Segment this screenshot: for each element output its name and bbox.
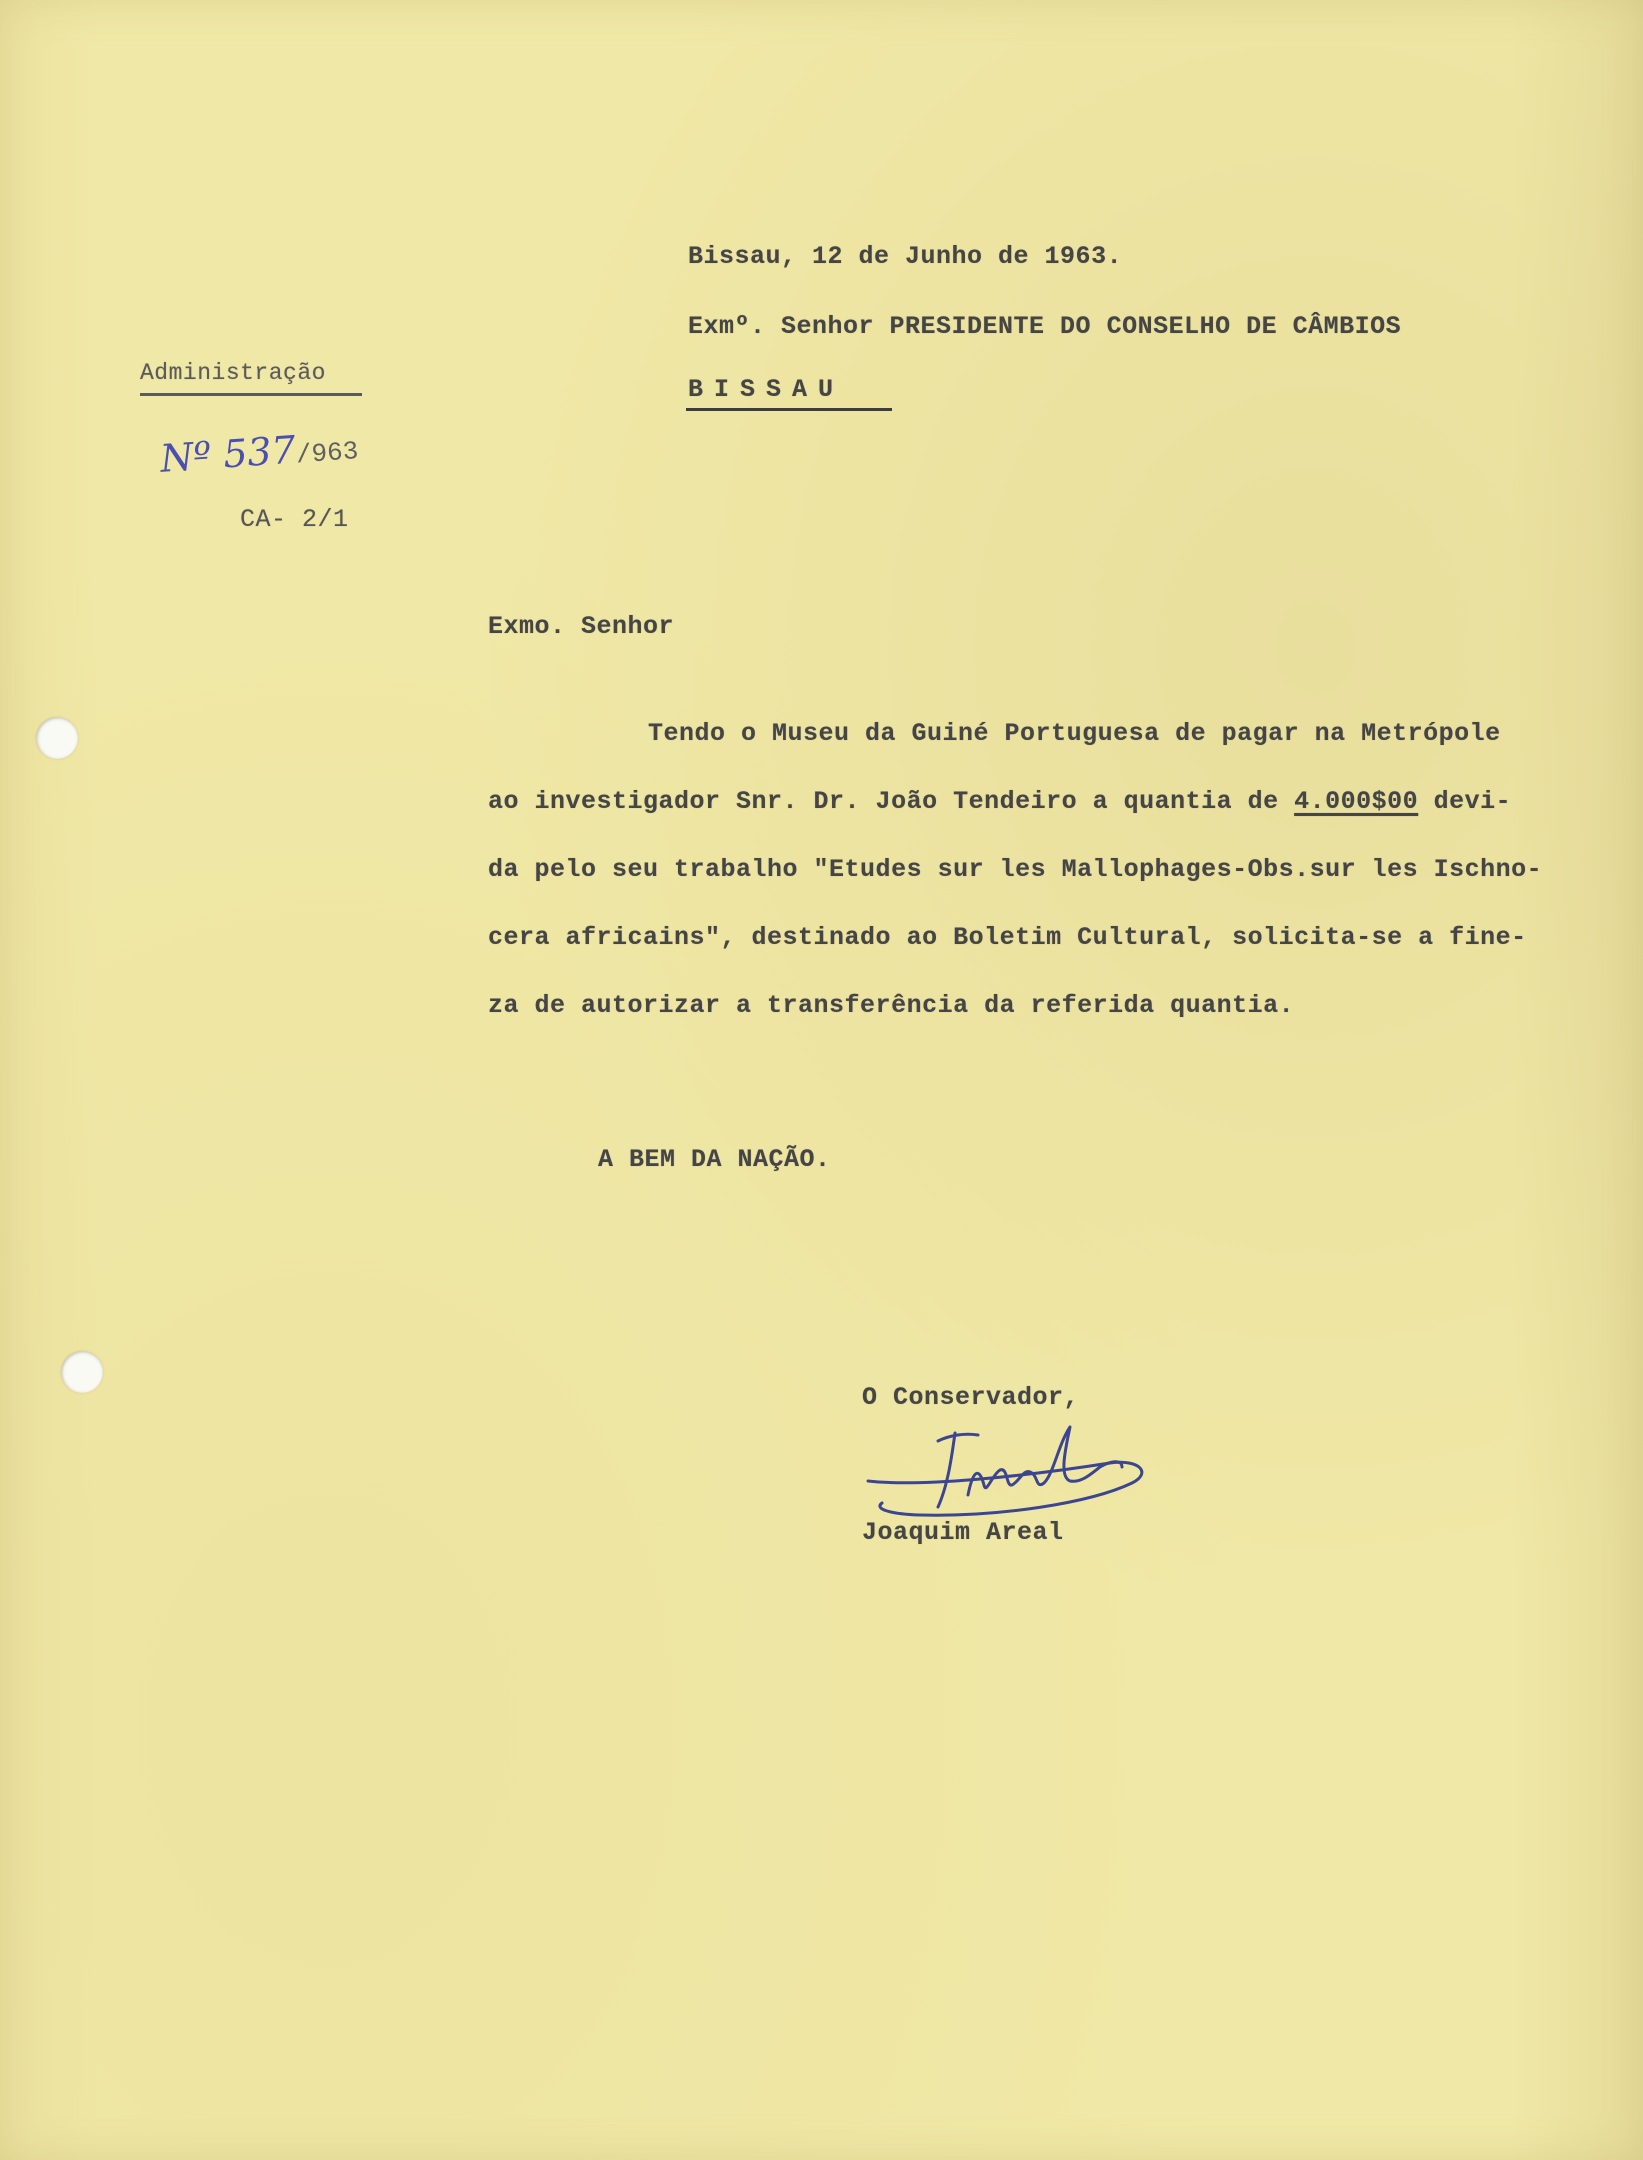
body-line: da pelo seu trabalho "Etudes sur les Mallophages-Obs.sur les Ischno- bbox=[488, 855, 1543, 884]
punch-hole-bottom bbox=[61, 1351, 103, 1393]
file-code: CA- 2/1 bbox=[240, 505, 349, 534]
letter-city: BISSAU bbox=[688, 375, 845, 404]
letter-body bbox=[488, 713, 1618, 1053]
body-line: cera africains", destinado ao Boletim Cultural, solicita-se a fine- bbox=[488, 923, 1527, 952]
reference-number-handwritten: Nº 537 bbox=[158, 427, 298, 481]
reference-year: /963 bbox=[295, 436, 360, 471]
department-underline bbox=[140, 393, 362, 396]
signer-name: Joaquim Areal bbox=[862, 1518, 1064, 1547]
signer-title: O Conservador, bbox=[862, 1383, 1080, 1412]
body-line: ao investigador Snr. Dr. João Tendeiro a quantia de 4.000$00 devi- bbox=[488, 787, 1512, 816]
city-underline bbox=[686, 408, 892, 411]
salutation: Exmo. Senhor bbox=[488, 612, 675, 641]
payment-amount: 4.000$00 bbox=[1294, 787, 1419, 816]
department-label: Administração bbox=[140, 360, 326, 386]
body-line: Tendo o Museu da Guiné Portuguesa de pagar na Metrópole bbox=[648, 719, 1501, 748]
punch-hole-top bbox=[36, 717, 78, 759]
body-line: za de autorizar a transferência da referida quantia. bbox=[488, 991, 1295, 1020]
reference-number bbox=[159, 423, 360, 481]
closing-formula: A BEM DA NAÇÃO. bbox=[598, 1145, 831, 1174]
letter-addressee: Exmº. Senhor PRESIDENTE DO CONSELHO DE CÂMBIOS bbox=[688, 312, 1402, 341]
letter-date: Bissau, 12 de Junho de 1963. bbox=[688, 242, 1123, 271]
